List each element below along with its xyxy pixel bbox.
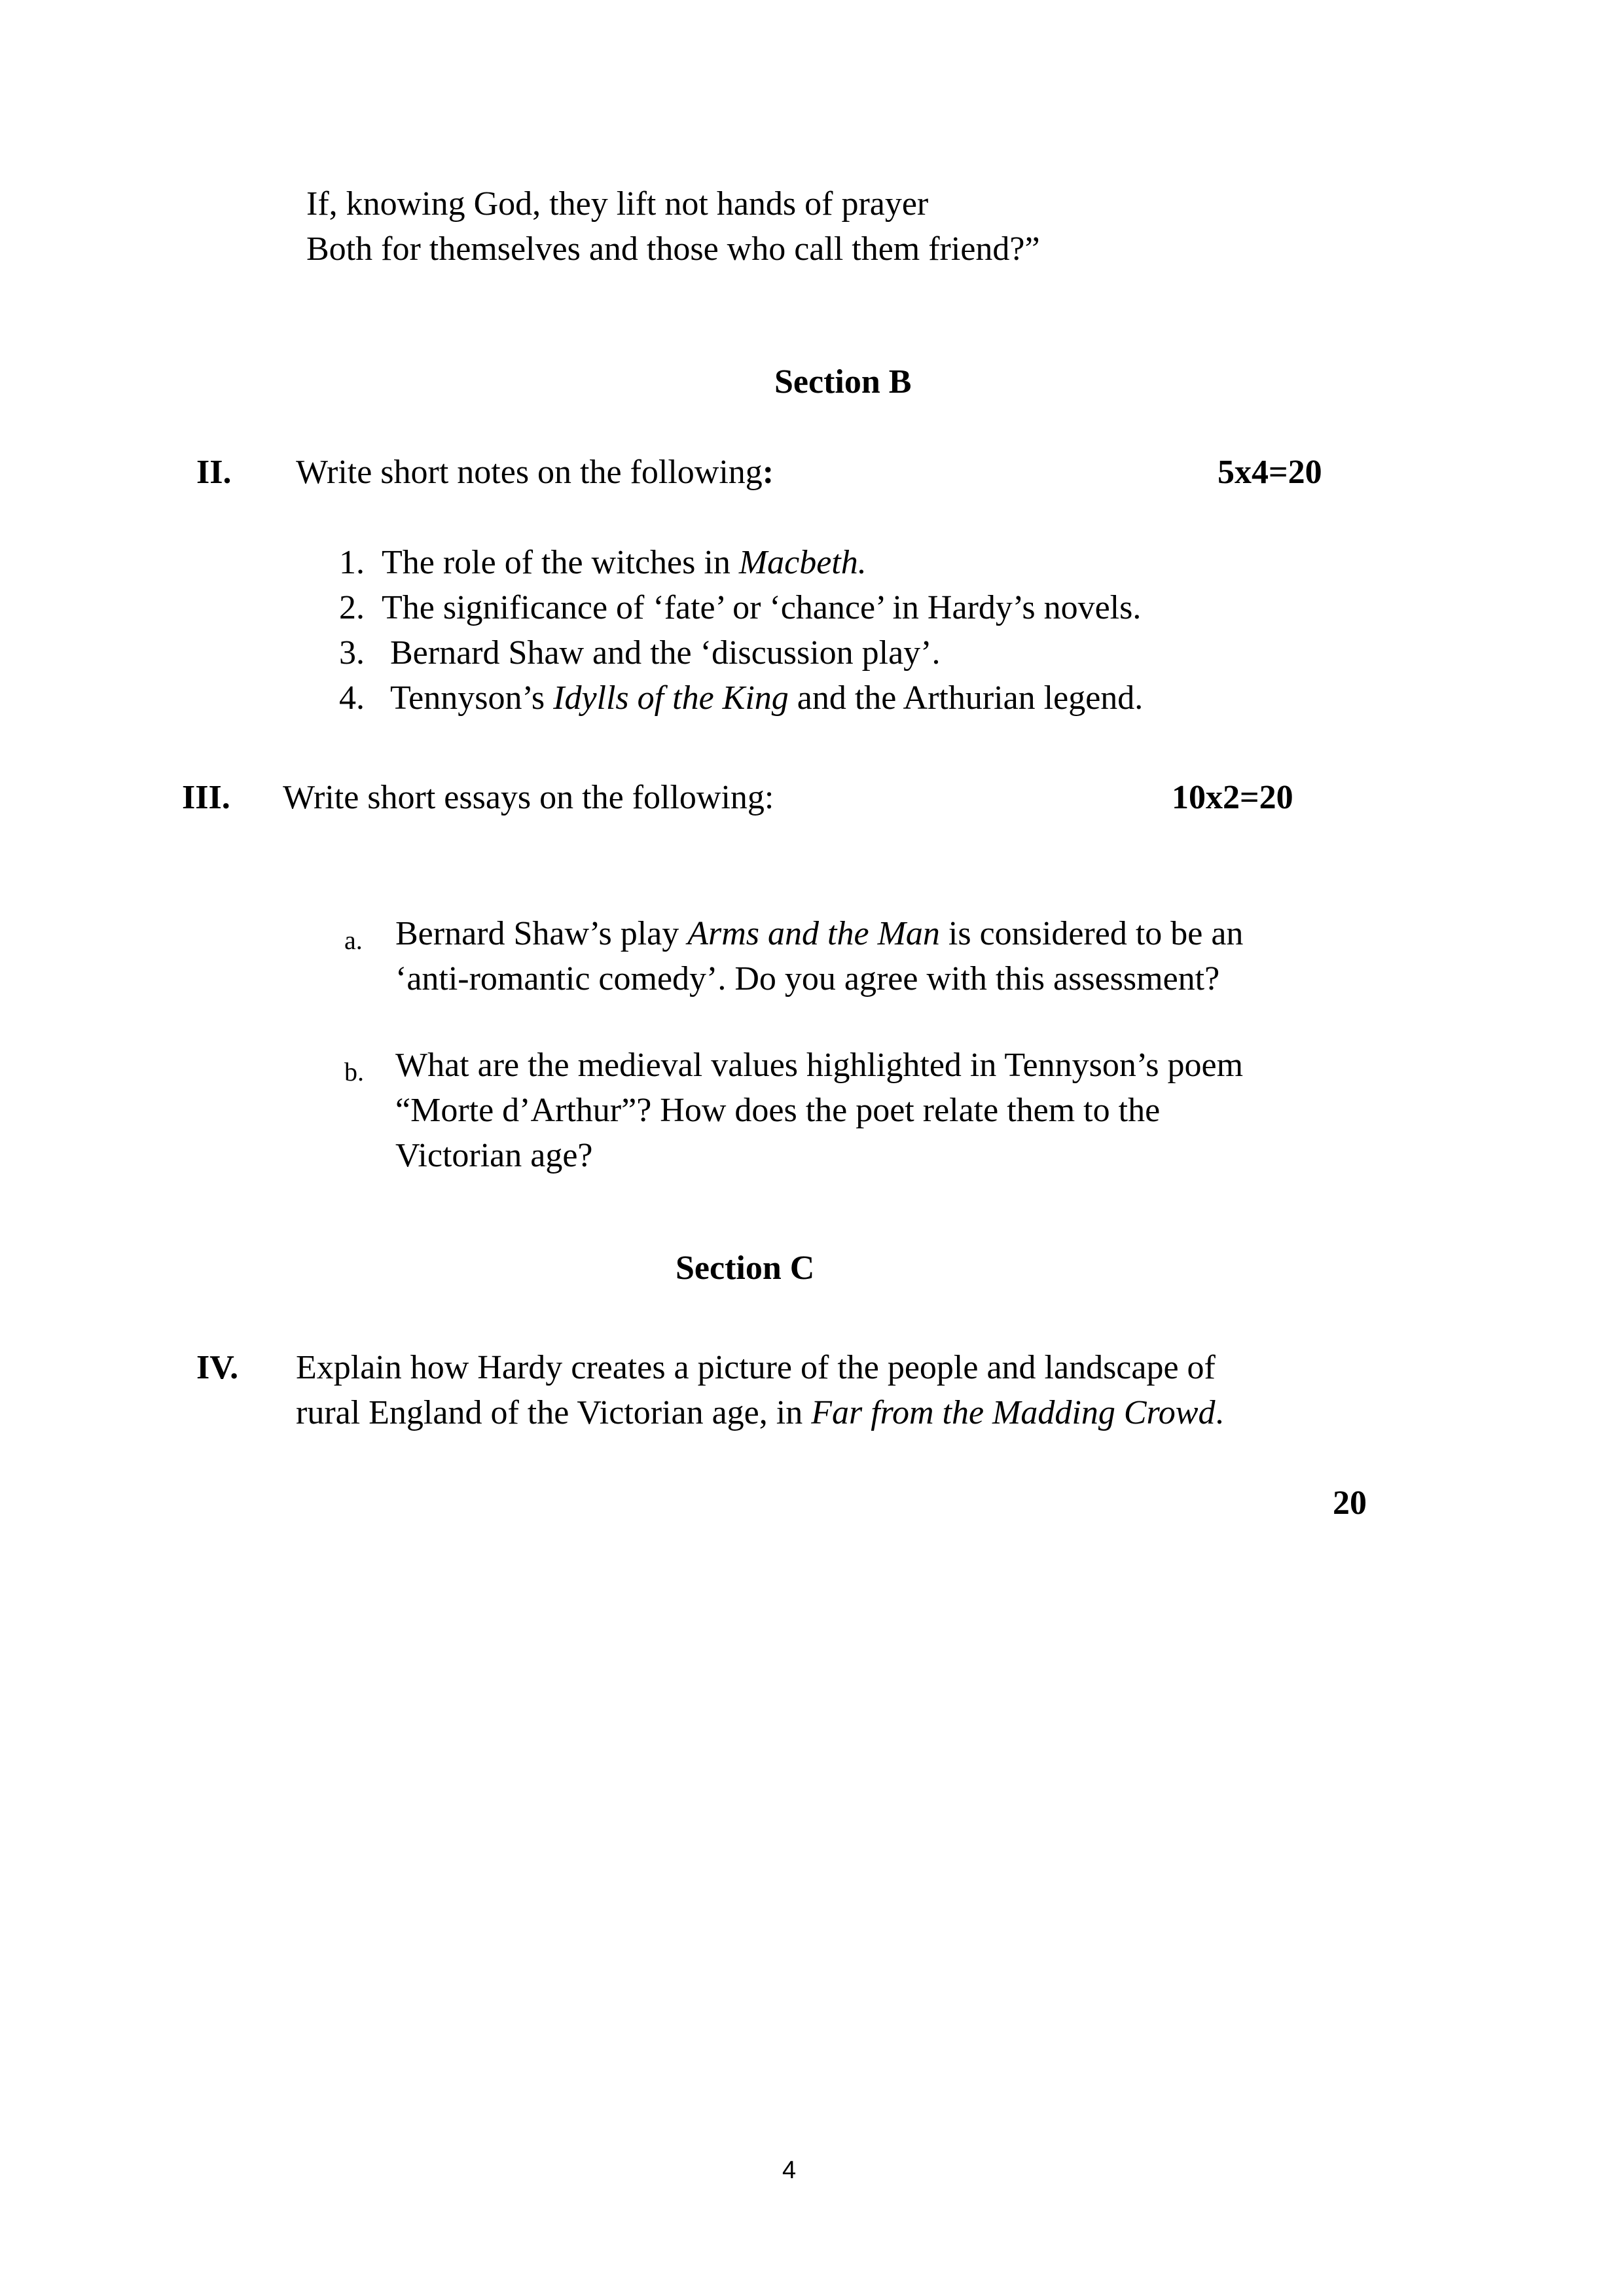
essay-item-b-line-3: Victorian age? [395, 1137, 593, 1174]
essay-item-b-letter: b. [344, 1057, 364, 1086]
page-number: 4 [782, 2157, 797, 2184]
note-item-3: 3. Bernard Shaw and the ‘discussion play’. [339, 634, 941, 672]
essay-item-a-line-2: ‘anti-romantic comedy’. Do you agree with this assessment? [395, 960, 1220, 997]
question-4-numeral: IV. [196, 1349, 239, 1386]
question-3-marks: 10x2=20 [1172, 779, 1293, 816]
question-4-line-2: rural England of the Victorian age, in Far from the Madding Crowd. [296, 1394, 1224, 1431]
essay-item-b-line-1: What are the medieval values highlighted in Tennyson’s poem [395, 1047, 1244, 1084]
poem-line-1: If, knowing God, they lift not hands of prayer [306, 185, 929, 223]
essay-item-b-line-2: “Morte d’Arthur”? How does the poet relate them to the [395, 1092, 1161, 1129]
question-4-line-1: Explain how Hardy creates a picture of the people and landscape of [296, 1349, 1216, 1386]
question-3-prompt: Write short essays on the following: [283, 779, 774, 816]
question-2-marks: 5x4=20 [1218, 454, 1322, 491]
essay-item-a-line-1: Bernard Shaw’s play Arms and the Man is considered to be an [395, 915, 1244, 952]
question-3-numeral: III. [182, 779, 230, 816]
poem-line-2: Both for themselves and those who call them friend?” [306, 230, 1040, 268]
section-c-title: Section C [676, 1249, 815, 1287]
note-item-4: 4. Tennyson’s Idylls of the King and the Arthurian legend. [339, 679, 1144, 717]
question-4-marks: 20 [1333, 1484, 1367, 1522]
note-item-1: 1. The role of the witches in Macbeth. [339, 544, 867, 581]
essay-item-a-letter: a. [344, 925, 363, 955]
note-item-2: 2. The significance of ‘fate’ or ‘chance’ in Hardy’s novels. [339, 589, 1142, 626]
question-2-numeral: II. [196, 454, 232, 491]
question-2-prompt: Write short notes on the following: [296, 454, 774, 491]
section-b-title: Section B [774, 363, 912, 401]
